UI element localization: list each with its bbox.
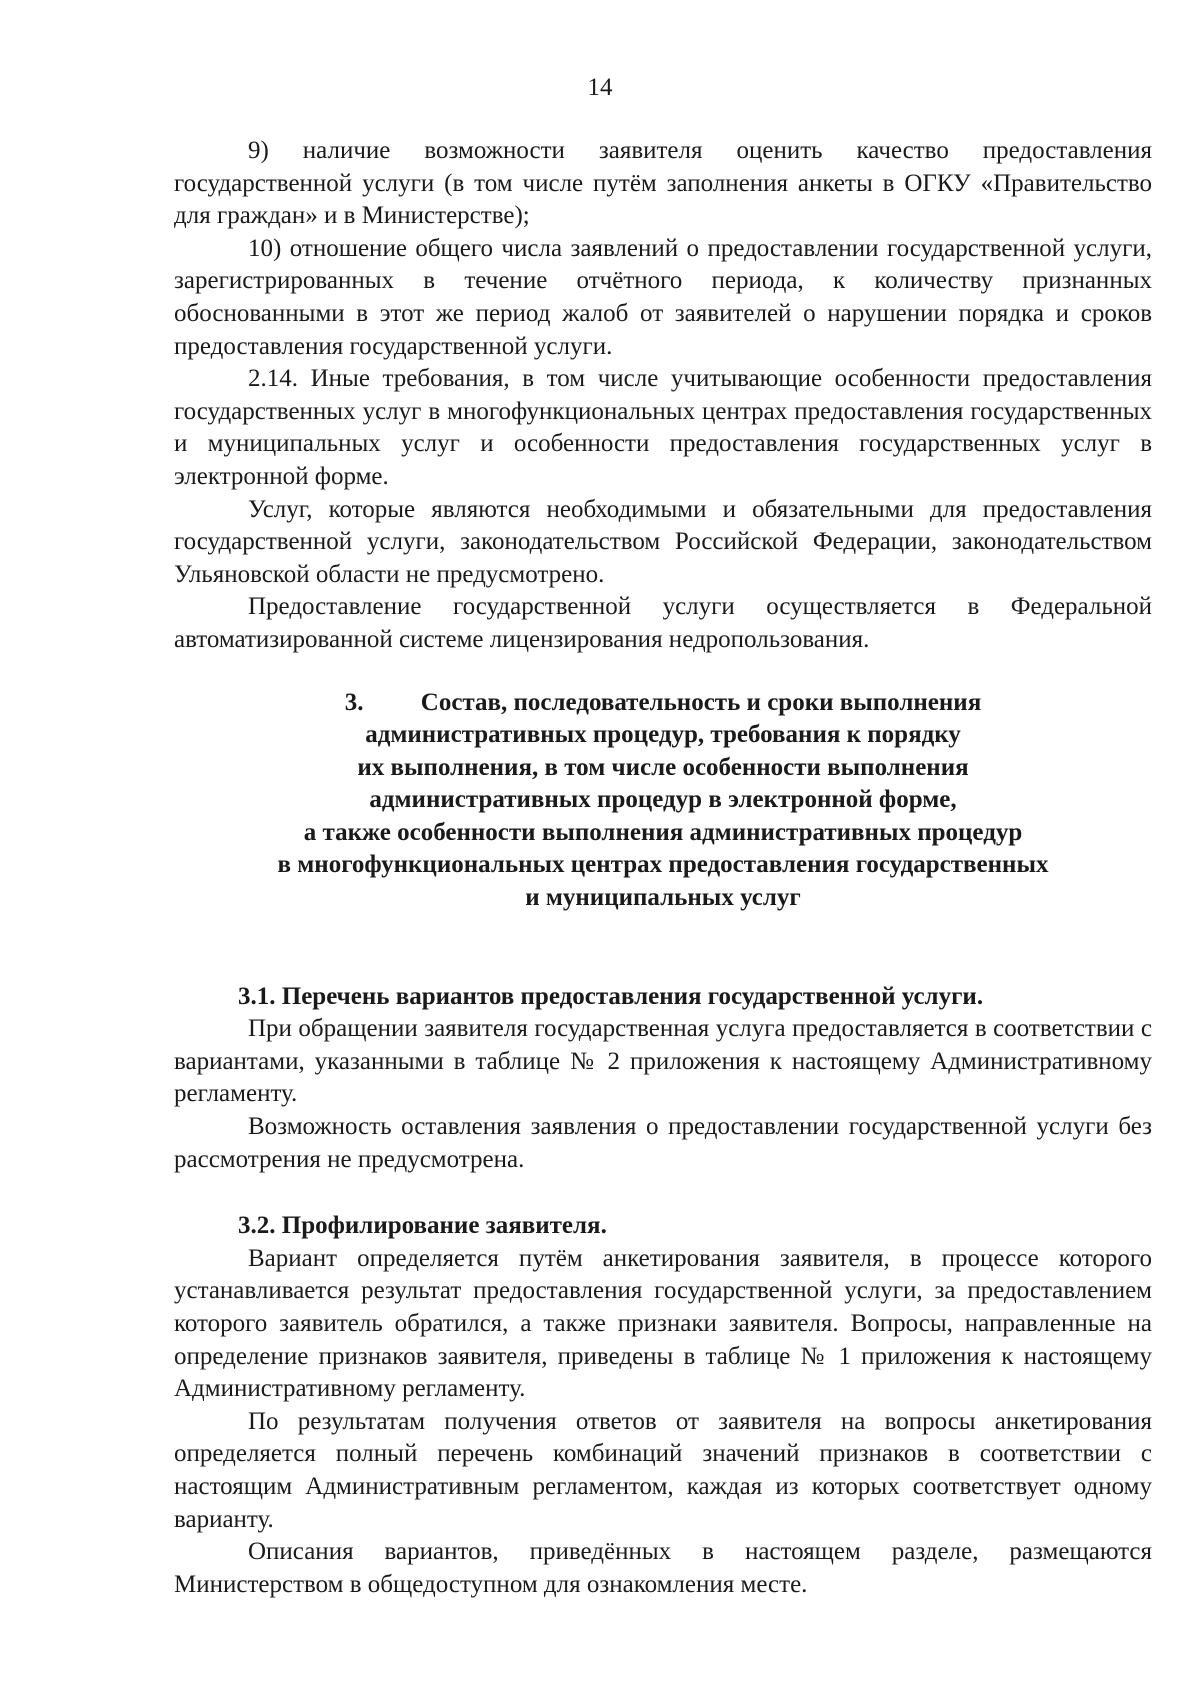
section-3-title-line: и муниципальных услуг (525, 884, 801, 912)
section-3-number: 3. (344, 688, 364, 716)
subsection-3-1-paragraph: Возможность оставления заявления о предоставлении государственной услуги без рассмотрения не предусмотрена. (174, 1113, 1152, 1173)
section-3-title-line: административных процедур, требования к порядку (365, 721, 961, 749)
subsection-3-1-heading: 3.1. Перечень вариантов предоставления государственной услуги. (238, 982, 984, 1010)
subsection-3-2-paragraph: Описания вариантов, приведённых в настоящем разделе, размещаются Министерством в общедоступном для ознакомления месте. (174, 1538, 1152, 1598)
subsection-3-1-paragraph: При обращении заявителя государственная услуга предоставляется в соответствии с вариантами, указанными в таблице № 2 приложения к настоящему Административному регламенту. (174, 1015, 1152, 1108)
paragraph-required-services: Услуг, которые являются необходимыми и обязательными для предоставления государственной услуги, законодательством Российской Федерации, законодательством Ульяновской области не предусмотрено. (174, 495, 1152, 588)
section-3-title-line: их выполнения, в том числе особенности выполнения (357, 753, 969, 781)
paragraph-item-9: 9) наличие возможности заявителя оценить качество предоставления государственной услуги (в том числе путём заполнения анкеты в ОГКУ «Правительство для граждан» и в Министерстве); (174, 137, 1152, 230)
section-3-title-line: в многофункциональных центрах предоставления государственных (277, 851, 1049, 879)
section-3-title-line: а также особенности выполнения административных процедур (303, 818, 1023, 846)
subsection-3-2-paragraph: Вариант определяется путём анкетирования заявителя, в процессе которого устанавливается результат предоставления государственной услуги, за предоставлением которого заявитель обратился, а также признаки заявителя. Вопросы, направленные на определение признаков заявителя, приведены в таблице № 1 приложения к настоящему Административному регламенту. (174, 1244, 1152, 1403)
section-3-title (174, 687, 1152, 915)
paragraph-item-10: 10) отношение общего числа заявлений о предоставлении государственной услуги, зарегистрированных в течение отчётного периода, к количеству признанных обоснованными в этот же период жалоб от заявителей о нарушении порядка и сроков предоставления государственной услуги. (174, 234, 1152, 360)
document-body (174, 135, 1152, 1601)
spacer (174, 915, 1152, 981)
spacer (174, 1176, 1152, 1210)
paragraph-federal-system: Предоставление государственной услуги осуществляется в Федеральной автоматизированной системе лицензирования недропользования. (174, 593, 1152, 653)
subsection-3-2-heading: 3.2. Профилирование заявителя. (238, 1212, 607, 1240)
paragraph-2-14: 2.14. Иные требования, в том числе учитывающие особенности предоставления государственных услуг в многофункциональных центрах предоставления государственных и муниципальных услуг и особенности предоставления государственных услуг в электронной форме. (174, 365, 1152, 490)
subsection-3-2-paragraph: По результатам получения ответов от заявителя на вопросы анкетирования определяется полный перечень комбинаций значений признаков в соответствии с настоящим Административным регламентом, каждая из которых соответствует одному варианту. (174, 1407, 1152, 1533)
section-3-title-line: административных процедур в электронной форме, (369, 786, 957, 814)
page-number: 14 (587, 74, 613, 101)
section-3-title-line: 3. Состав, последовательность и сроки выполнения (174, 687, 1152, 720)
